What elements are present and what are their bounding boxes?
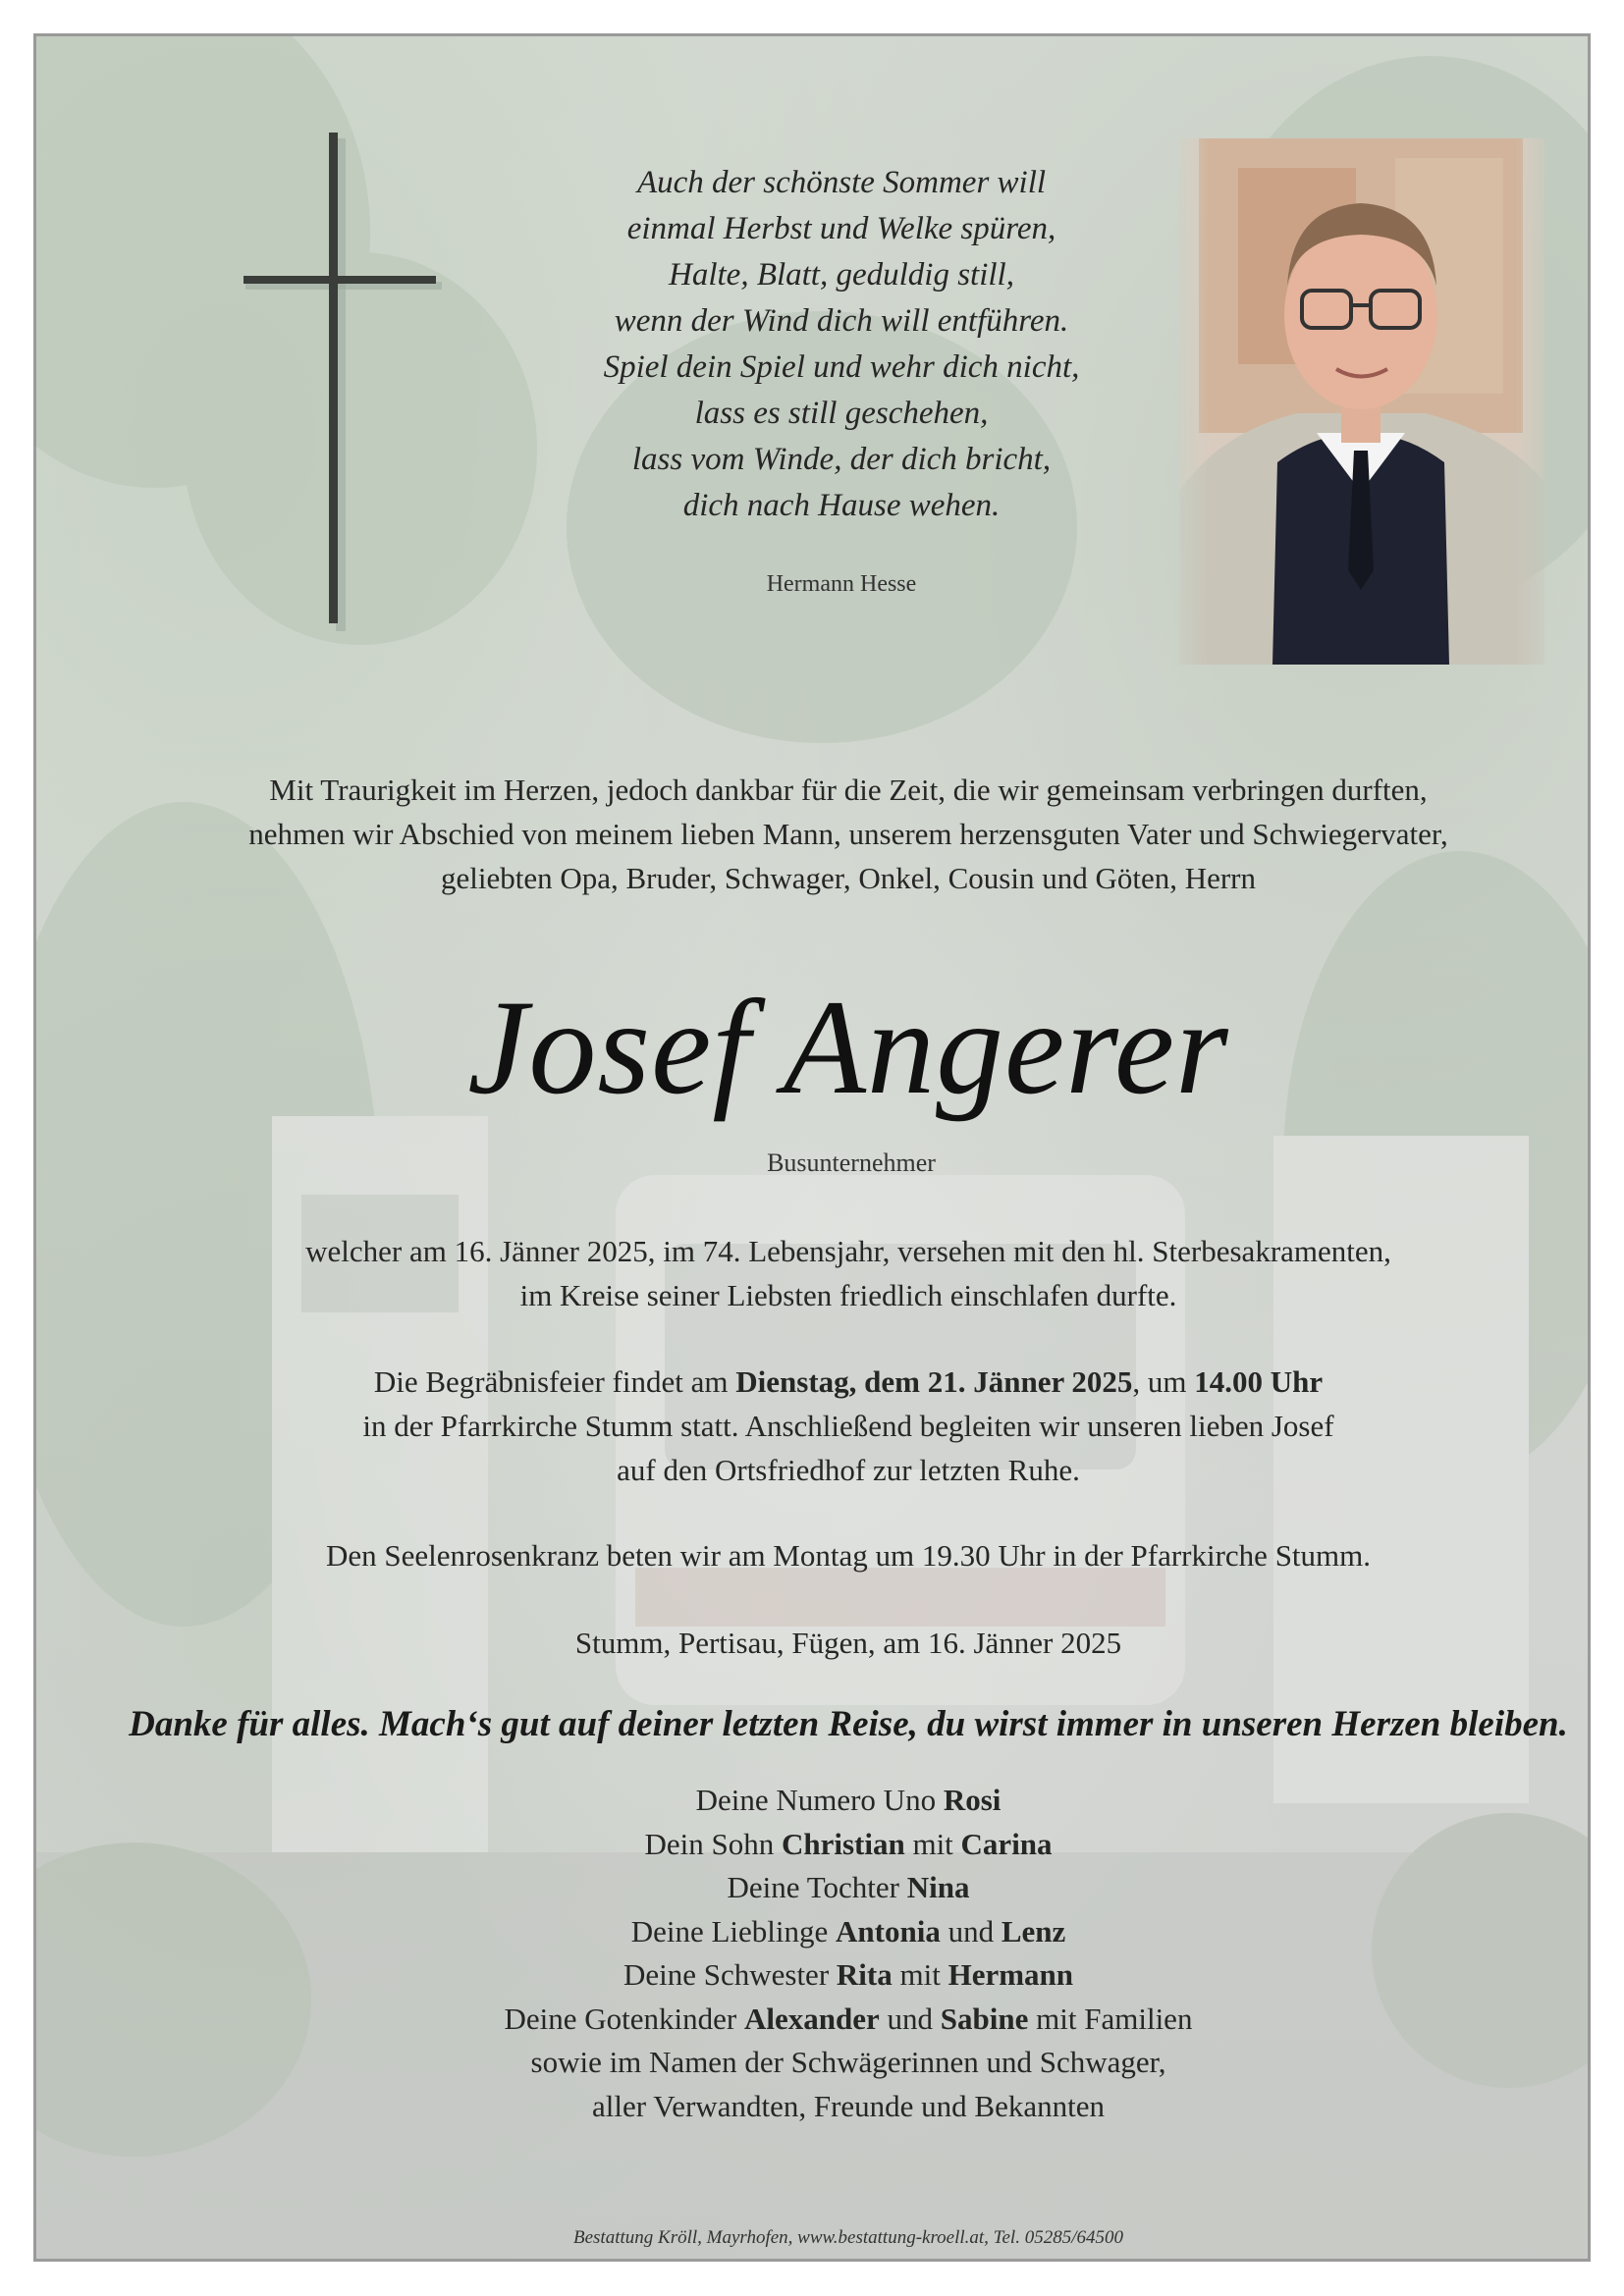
intro-text	[95, 768, 1591, 900]
death-line: im Kreise seiner Liebsten friedlich einschlafen durfte.	[519, 1278, 1177, 1312]
poem-line: einmal Herbst und Welke spüren,	[626, 211, 1056, 246]
mourner-relation: Deine Tochter	[727, 1870, 907, 1904]
mourner-connector: mit	[904, 1826, 961, 1861]
mourner-name: Rita	[836, 1957, 893, 1992]
obituary-card	[33, 33, 1591, 2262]
mourner-relation: Deine Numero Uno	[695, 1783, 944, 1817]
poem-author: Hermann Hesse	[766, 571, 917, 597]
poem-line: lass vom Winde, der dich bricht,	[631, 442, 1052, 477]
rosary-line: Den Seelenrosenkranz beten wir am Montag um 19.30 Uhr in der Pfarrkirche Stumm.	[325, 1538, 1372, 1573]
mourner-name: Alexander	[744, 2001, 880, 2036]
funeral-home-footer: Bestattung Kröll, Mayrhofen, www.bestattung-kroell.at, Tel. 05285/64500	[573, 2227, 1123, 2248]
funeral-date: Dienstag, dem 21. Jänner 2025	[735, 1364, 1133, 1399]
poem-line: Auch der schönste Sommer will	[636, 165, 1047, 200]
funeral-pre: Die Begräbnisfeier findet am	[373, 1364, 736, 1399]
mourner-line	[95, 1998, 1591, 2042]
death-notice	[95, 1229, 1591, 1317]
mourner-relation: Deine Schwester	[623, 1957, 837, 1992]
mourner-connector: mit	[892, 1957, 948, 1992]
mourner-name: Nina	[906, 1870, 970, 1904]
mourner-name: Lenz	[1001, 1913, 1066, 1949]
mourner-line	[95, 1953, 1591, 1998]
funeral-line: auf den Ortsfriedhof zur letzten Ruhe.	[617, 1453, 1080, 1487]
mourner-line	[95, 1823, 1591, 1867]
mourner-name: Rosi	[943, 1783, 1001, 1817]
cross-icon	[211, 101, 447, 651]
deceased-profession: Busunternehmer	[767, 1148, 936, 1177]
mourner-connector: und	[940, 1913, 1001, 1949]
thanks-message: Danke für alles. Mach‘s gut auf deiner letzten Reise, du wirst immer in unseren Herzen bleiben.	[129, 1704, 1568, 1744]
poem	[498, 160, 1185, 529]
mourner-name: Sabine	[940, 2001, 1029, 2036]
mourners-list	[95, 1779, 1591, 2128]
death-line: welcher am 16. Jänner 2025, im 74. Lebensjahr, versehen mit den hl. Sterbesakramenten,	[305, 1234, 1391, 1268]
mourner-line	[95, 2085, 1591, 2129]
mourner-line	[95, 1866, 1591, 1910]
deceased-name: Josef Angerer	[467, 972, 1229, 1122]
funeral-time: 14.00 Uhr	[1194, 1364, 1324, 1399]
mourner-relation: Dein Sohn	[644, 1826, 782, 1861]
mourner-relation: Deine Gotenkinder	[504, 2001, 745, 2036]
mourner-suffix: mit Familien	[1028, 2001, 1193, 2036]
poem-line: wenn der Wind dich will entführen.	[614, 303, 1069, 339]
mourner-name: Carina	[960, 1826, 1053, 1861]
funeral-mid: , um	[1132, 1364, 1195, 1399]
funeral-line: in der Pfarrkirche Stumm statt. Anschließend begleiten wir unseren lieben Josef	[362, 1409, 1334, 1443]
mourner-relation: Deine Lieblinge	[630, 1913, 837, 1949]
mourner-name: Hermann	[947, 1957, 1074, 1992]
funeral-info	[95, 1360, 1591, 1492]
intro-line: Mit Traurigkeit im Herzen, jedoch dankbar für die Zeit, die wir gemeinsam verbringen durften,	[269, 773, 1428, 807]
rosary-info	[95, 1533, 1591, 1577]
poem-line: lass es still geschehen,	[694, 396, 989, 431]
funeral-line	[95, 1360, 1591, 1404]
mourner-connector: und	[879, 2001, 941, 2036]
poem-line: Spiel dein Spiel und wehr dich nicht,	[603, 349, 1080, 385]
mourner-line	[95, 1779, 1591, 1823]
intro-line: nehmen wir Abschied von meinem lieben Mann, unserem herzensguten Vater und Schwiegervater,	[248, 817, 1448, 851]
mourner-line	[95, 2041, 1591, 2085]
place-date-line: Stumm, Pertisau, Fügen, am 16. Jänner 2025	[574, 1626, 1122, 1660]
poem-line: dich nach Hause wehen.	[682, 488, 1001, 523]
place-date	[95, 1621, 1591, 1665]
mourner-line	[95, 1910, 1591, 1954]
mourner-name: Antonia	[836, 1913, 941, 1949]
mourner-relation: sowie im Namen der Schwägerinnen und Schwager,	[530, 2045, 1166, 2079]
poem-line: Halte, Blatt, geduldig still,	[669, 257, 1014, 293]
mourner-relation: aller Verwandten, Freunde und Bekannten	[592, 2088, 1105, 2123]
intro-line: geliebten Opa, Bruder, Schwager, Onkel, Cousin und Göten, Herrn	[440, 861, 1256, 895]
mourner-name: Christian	[781, 1826, 905, 1861]
portrait-photo	[1179, 138, 1544, 665]
